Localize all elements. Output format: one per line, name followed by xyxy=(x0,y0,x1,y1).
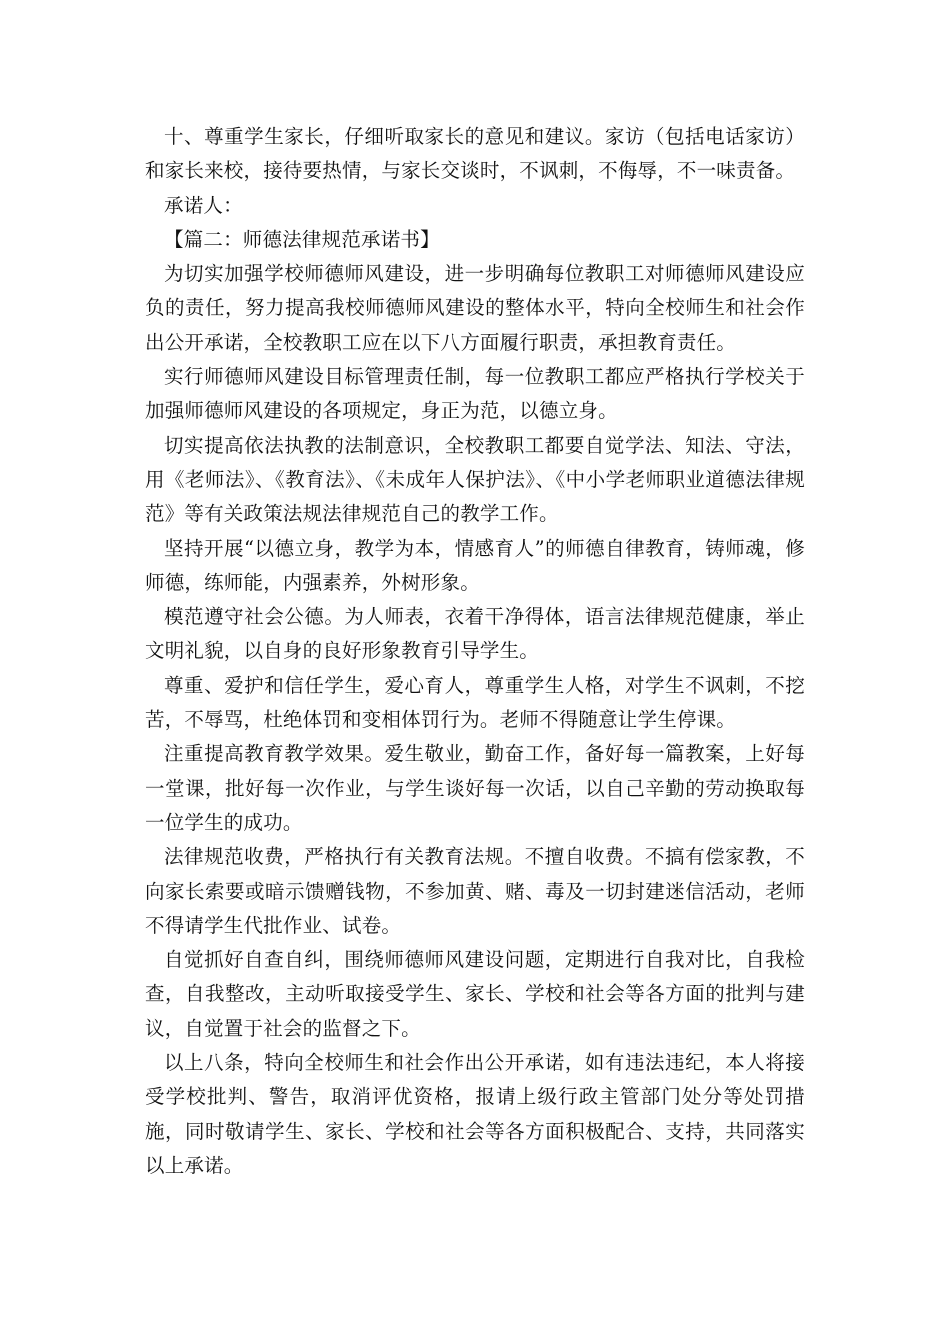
section-heading: 【篇二：师德法律规范承诺书】 xyxy=(164,227,440,251)
signatory-label: 承诺人： xyxy=(164,193,243,217)
paragraph-item-ten: 十、尊重学生家长，仔细听取家长的意见和建议。家访（包括电话家访）和家长来校，接待要热情，与家长交谈时，不讽刺，不侮辱，不一味责备。 xyxy=(145,125,805,183)
paragraph-point-7: 法律规范收费，严格执行有关教育法规。不擅自收费。不搞有偿家教，不向家长索要或暗示馈赠钱物，不参加黄、赌、毒及一切封建迷信活动，老师不得请学生代批作业、试卷。 xyxy=(145,845,805,937)
paragraph-point-1: 实行师德师风建设目标管理责任制，每一位教职工都应严格执行学校关于加强师德师风建设的各项规定，身正为范，以德立身。 xyxy=(145,365,805,423)
paragraph-point-6: 注重提高教育教学效果。爱生敬业，勤奋工作，备好每一篇教案，上好每一堂课，批好每一次作业，与学生谈好每一次话，以自己辛勤的劳动换取每一位学生的成功。 xyxy=(145,742,805,834)
paragraph-point-3: 坚持开展“以德立身，教学为本，情感育人”的师德自律教育，铸师魂，修师德，练师能，内强素养，外树形象。 xyxy=(145,536,805,594)
paragraph-point-2: 切实提高依法执教的法制意识，全校教职工都要自觉学法、知法、守法，用《老师法》、《教育法》、《未成年人保护法》、《中小学老师职业道德法律规范》等有关政策法规法律规范自己的教学工作。 xyxy=(145,433,805,526)
document-body xyxy=(145,120,805,1183)
paragraph-point-5: 尊重、爱护和信任学生，爱心育人，尊重学生人格，对学生不讽刺，不挖苦，不辱骂，杜绝体罚和变相体罚行为。老师不得随意让学生停课。 xyxy=(145,673,805,732)
paragraph-point-8: 自觉抓好自查自纠，围绕师德师风建设问题，定期进行自我对比，自我检查，自我整改，主动听取接受学生、家长、学校和社会等各方面的批判与建议，自觉置于社会的监督之下。 xyxy=(145,948,805,1040)
paragraph-point-4: 模范遵守社会公德。为人师表，衣着干净得体，语言法律规范健康，举止文明礼貌，以自身的良好形象教育引导学生。 xyxy=(145,605,805,663)
paragraph-intro: 为切实加强学校师德师风建设，进一步明确每位教职工对师德师风建设应负的责任，努力提高我校师德师风建设的整体水平，特向全校师生和社会作出公开承诺，全校教职工应在以下八方面履行职责，承担教育责任。 xyxy=(145,262,805,354)
paragraph-conclusion: 以上八条，特向全校师生和社会作出公开承诺，如有违法违纪，本人将接受学校批判、警告，取消评优资格，报请上级行政主管部门处分等处罚措施，同时敬请学生、家长、学校和社会等各方面积极配合、支持，共同落实以上承诺。 xyxy=(145,1051,805,1177)
